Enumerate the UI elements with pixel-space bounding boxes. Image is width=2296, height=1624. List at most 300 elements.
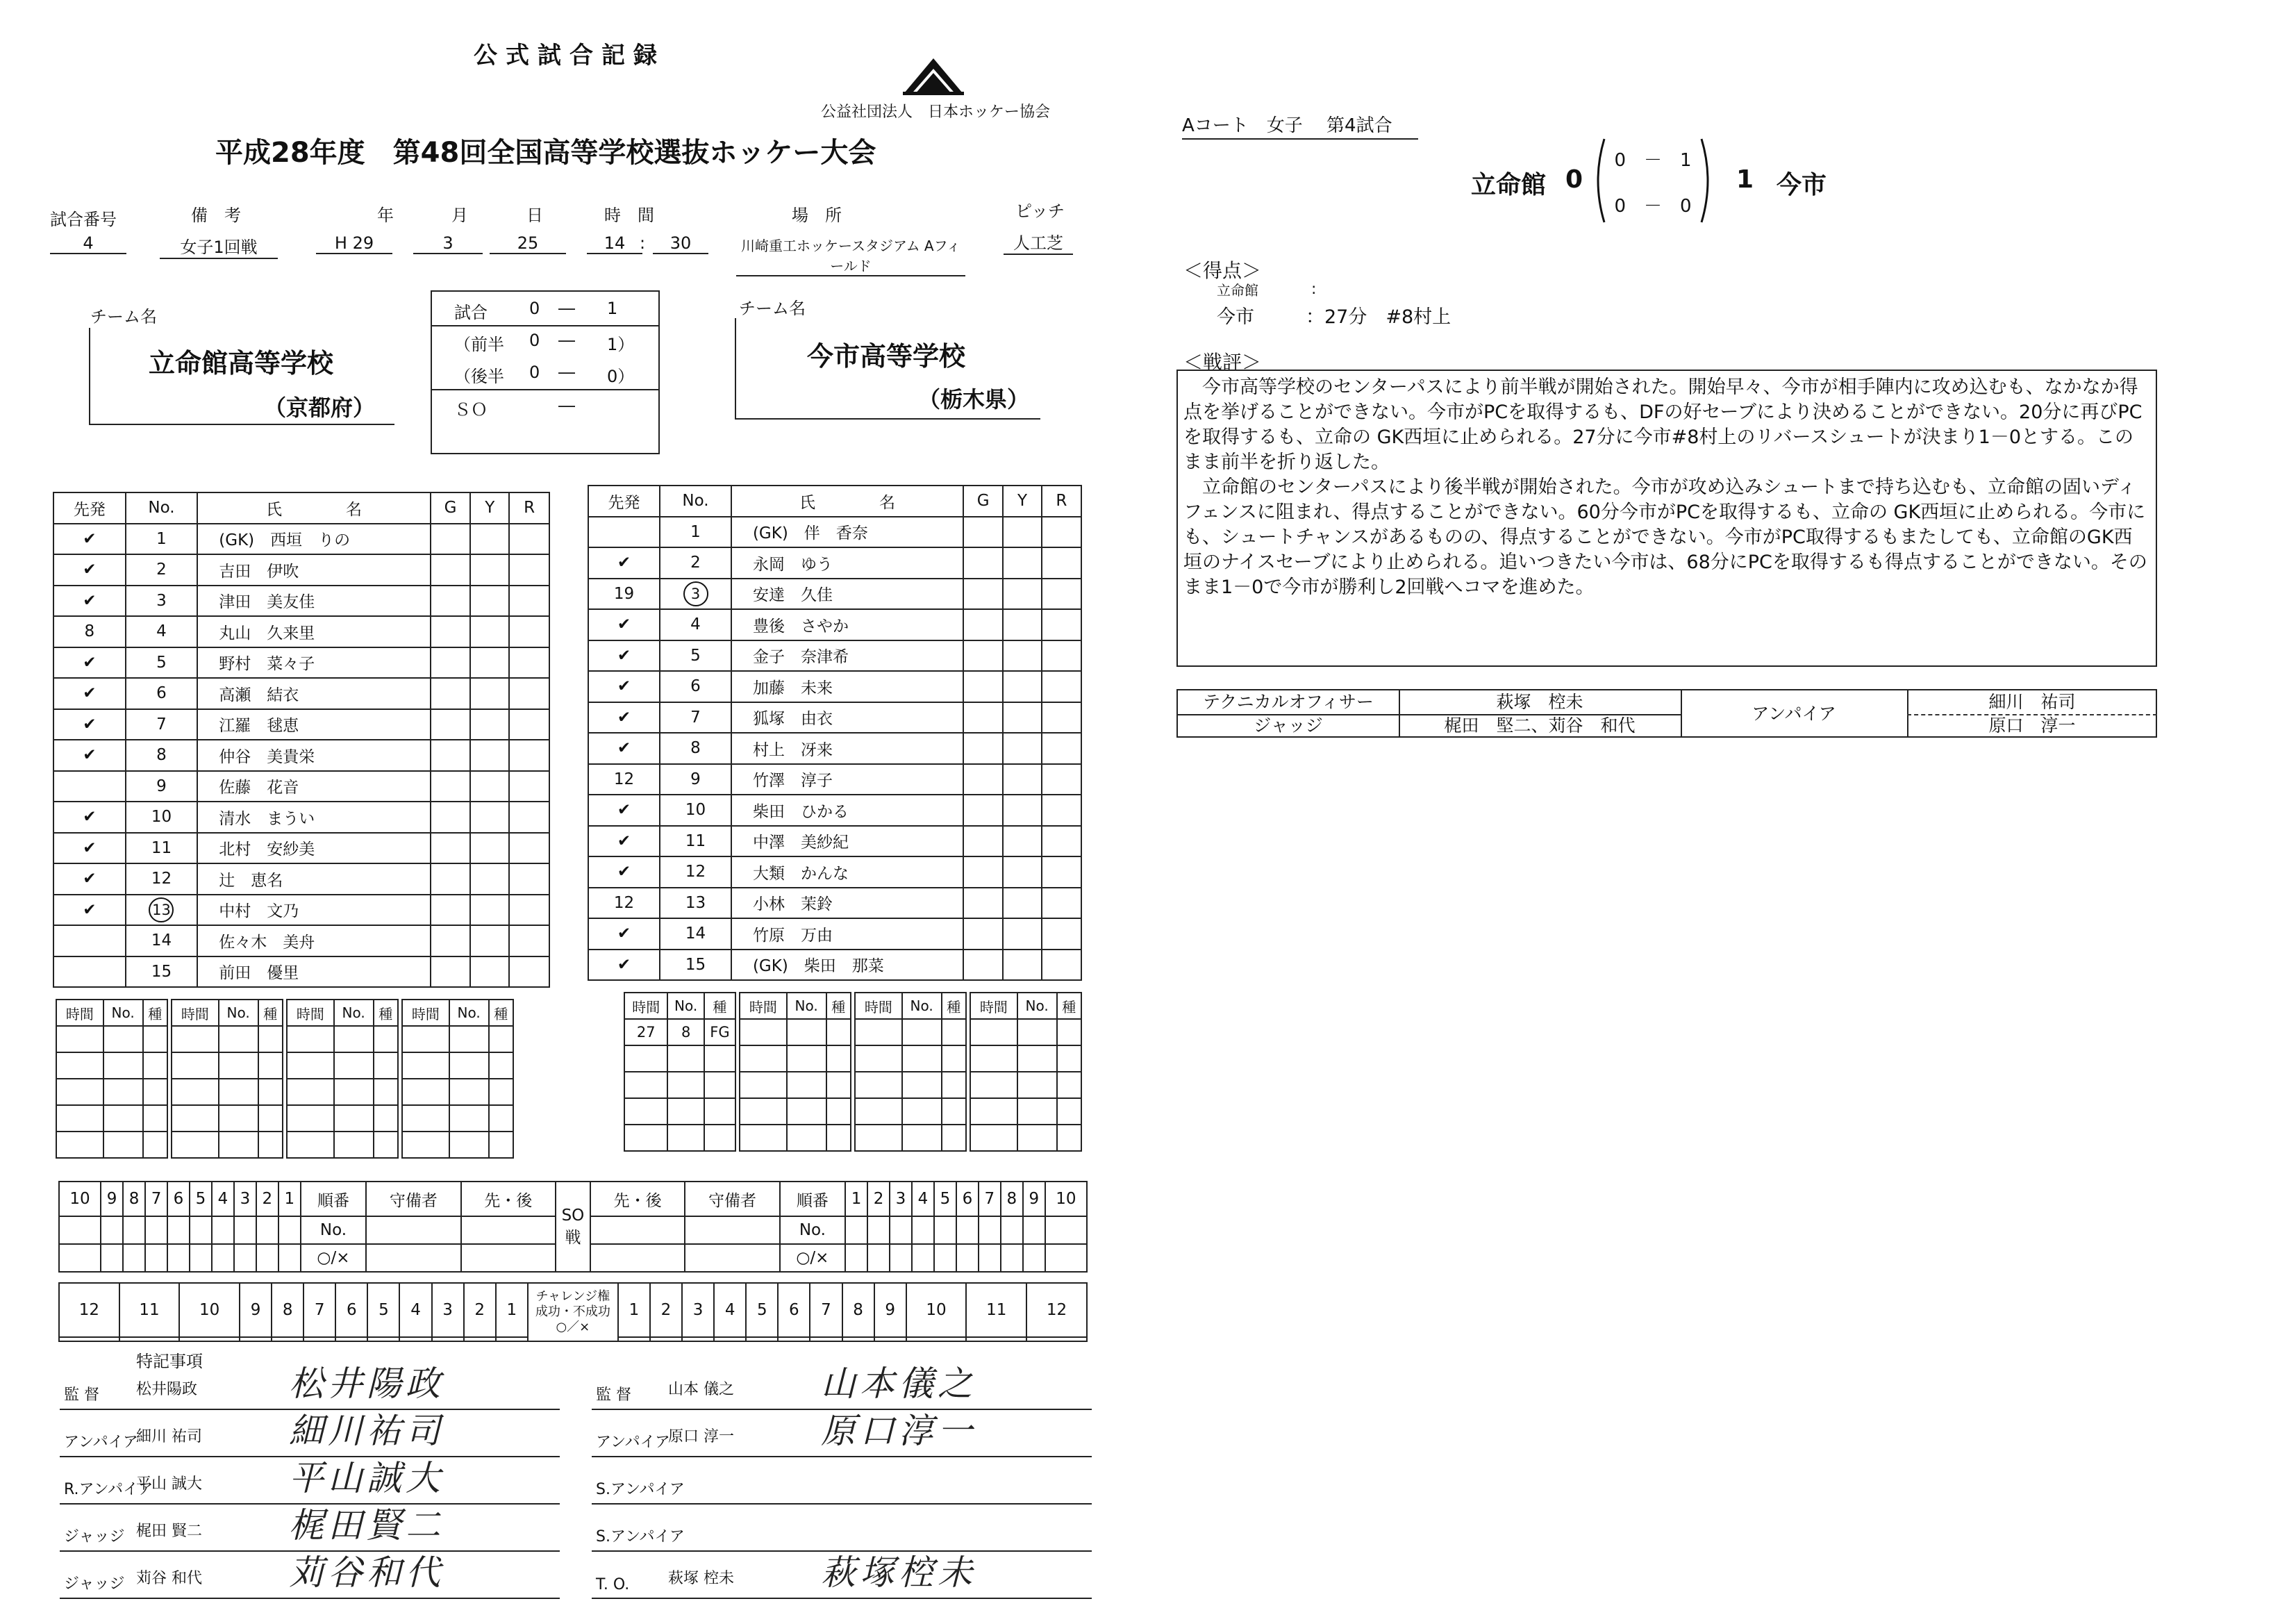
so-keeper-cell: [685, 1244, 779, 1272]
challenge-left-cell: [464, 1337, 496, 1341]
goal-no-cell: [219, 1105, 258, 1132]
goal-time-cell: [56, 1026, 103, 1052]
player-number: 14: [126, 925, 198, 956]
captain-circle: 3: [683, 581, 708, 606]
starter-mark: ✔: [588, 702, 660, 734]
red-card-cell: [509, 709, 549, 740]
goal-time-cell: [172, 1105, 219, 1132]
goal-time-cell: [287, 1132, 334, 1158]
challenge-left-cell: [119, 1337, 180, 1341]
roster-row: [53, 616, 549, 647]
player-number: 15: [660, 950, 731, 981]
player-number: [126, 895, 198, 926]
to-name: 萩塚 椌未: [1496, 692, 1583, 712]
red-card-cell: [1042, 517, 1081, 548]
official-name: 苅谷 和代: [136, 1570, 202, 1587]
player-number: 15: [126, 956, 198, 988]
roster-header-cell: G: [431, 492, 471, 524]
red-card-cell: [1042, 795, 1081, 826]
roster-header-cell: R: [1042, 486, 1081, 517]
roster-table-team-b: [588, 485, 1082, 981]
starter-mark: ✔: [53, 895, 126, 926]
goal-time-cell: [970, 1125, 1017, 1151]
player-name: 辻 恵名: [197, 863, 430, 895]
official-role: S.アンパイア: [596, 1481, 685, 1498]
challenge-right-cell: 7: [810, 1283, 842, 1337]
challenge-right-cell: 8: [842, 1283, 874, 1337]
so-left-cell: [145, 1216, 167, 1244]
green-card-cell: [963, 579, 1003, 610]
starter-mark: ✔: [588, 795, 660, 826]
starter-mark: ✔: [53, 863, 126, 895]
goal-log-block: [970, 992, 1082, 1152]
player-number: 10: [126, 802, 198, 833]
player-number: 8: [660, 733, 731, 764]
so-firstlast-cell: [590, 1216, 685, 1244]
goal-no-cell: [449, 1105, 489, 1132]
so-left-cell: 9: [101, 1182, 123, 1216]
so-right-cell: 10: [1045, 1182, 1087, 1216]
so-left-cell: 2: [256, 1182, 278, 1216]
score-dash: ―: [558, 363, 575, 382]
goal-time-cell: [56, 1052, 103, 1079]
goal-no-cell: [787, 1072, 826, 1098]
green-card-cell: [963, 609, 1003, 640]
so-right-cell: [1045, 1216, 1087, 1244]
player-number: 9: [126, 771, 198, 802]
green-card-cell: [963, 950, 1003, 981]
green-card-cell: [431, 802, 471, 833]
goal-header-cell: 時間: [970, 993, 1017, 1019]
challenge-right-cell: [682, 1337, 714, 1341]
goal-no-cell: [334, 1079, 374, 1105]
so-right-cell: [845, 1244, 867, 1272]
so-firstlast-cell: [461, 1216, 556, 1244]
roster-row: [53, 586, 549, 617]
so-right-cell: 8: [1001, 1182, 1023, 1216]
goal-log-block: [854, 992, 967, 1152]
goal-time-cell: [172, 1052, 219, 1079]
goal-type-cell: [704, 1125, 735, 1151]
goal-time-cell: [287, 1026, 334, 1052]
green-card-cell: [431, 586, 471, 617]
so-left-cell: [190, 1244, 212, 1272]
roster-row: [588, 579, 1081, 610]
goal-time-cell: [855, 1125, 902, 1151]
player-name: 仲谷 美貴栄: [197, 740, 430, 771]
goal-time-cell: [740, 1072, 787, 1098]
yellow-card-cell: [1003, 795, 1041, 826]
player-name: 加藤 未来: [731, 671, 963, 702]
yellow-card-cell: [1003, 640, 1041, 672]
so-left-cell: [101, 1244, 123, 1272]
starter-mark: [53, 956, 126, 988]
score-a-value: :: [1311, 281, 1317, 298]
player-name: 大類 かんな: [731, 856, 963, 888]
player-name: 北村 安紗美: [197, 833, 430, 864]
score-second-label: （後半: [454, 367, 504, 386]
team-b-box: [735, 318, 1040, 420]
red-card-cell: [509, 647, 549, 679]
goal-no-cell: [334, 1026, 374, 1052]
so-order-cell: 順番: [301, 1182, 366, 1216]
pitch-label: ピッチ: [1015, 201, 1065, 221]
goal-time-cell: [402, 1079, 449, 1105]
goal-time-cell: [855, 1072, 902, 1098]
player-number: 8: [126, 740, 198, 771]
goal-no-cell: [103, 1132, 143, 1158]
half1-score: 0 － 1: [1614, 150, 1692, 171]
umpire-label: アンパイア: [1752, 704, 1836, 724]
challenge-left-cell: [335, 1337, 367, 1341]
so-firstlast-cell: 先・後: [461, 1182, 556, 1216]
green-card-cell: [963, 888, 1003, 919]
goal-type-cell: [704, 1072, 735, 1098]
goal-time-cell: 27: [624, 1019, 667, 1045]
roster-row: [53, 647, 549, 679]
so-left-cell: [145, 1244, 167, 1272]
green-card-cell: [431, 925, 471, 956]
so-keeper-cell: 守備者: [685, 1182, 779, 1216]
goal-no-cell: [103, 1079, 143, 1105]
goal-no-cell: [902, 1019, 942, 1045]
official-signature: 松井陽政: [289, 1364, 444, 1404]
goal-type-cell: [489, 1132, 514, 1158]
review-text: 今市高等学校のセンターパスにより前半戦が開始された。開始早々、今市が相手陣内に攻め込むも、なかなか得点を挙げることができない。今市がPCを取得するも、DFの好セーブにより決めることができない。20分に再びPCを取得するも、立命の GK西垣に止められる。27分に今市#8村上のリバースシュートが決まり1－0とする。このまま前半を折り返した。 立命館のセンターパスにより後半戦が開始された。今市が攻め込みシュートまで持ち込むも、立命館の固いディフェンスに阻まれ、得点することができない。60分今市がPCを取得するも、立命の GK西垣に止められる。今市にも、シュートチャンスがあるものの、得点することができない。今市がPC取得するもまたしても、立命館のGK西垣のナイスセーブにより止められる。追いつきたい今市は、68分にPCを取得するも得点することができない。そのまま1－0で今市が勝利し2回戦へコマを進めた。: [1183, 376, 2147, 598]
goal-no-cell: [449, 1079, 489, 1105]
green-card-cell: [431, 524, 471, 555]
yellow-card-cell: [1003, 671, 1041, 702]
goal-time-cell: [172, 1026, 219, 1052]
roster-row: [53, 956, 549, 988]
so-left-cell: 1: [278, 1182, 301, 1216]
goal-time-cell: [970, 1072, 1017, 1098]
starter-mark: 8: [53, 616, 126, 647]
starter-mark: ✔: [53, 740, 126, 771]
captain-circle: 13: [149, 897, 174, 922]
so-left-cell: [256, 1244, 278, 1272]
hour-value: 14: [587, 233, 642, 254]
goal-no-cell: [449, 1026, 489, 1052]
official-name: 原口 淳一: [668, 1428, 734, 1445]
goal-header-cell: 種: [1057, 993, 1082, 1019]
goal-no-cell: [667, 1045, 704, 1072]
goal-no-cell: [667, 1125, 704, 1151]
green-card-cell: [431, 863, 471, 895]
official-row: [592, 1411, 1092, 1457]
so-left-cell: [123, 1216, 145, 1244]
place-label: 場 所: [792, 206, 842, 225]
starter-mark: ✔: [588, 640, 660, 672]
green-card-cell: [431, 647, 471, 679]
goal-no-cell: [103, 1026, 143, 1052]
so-right-cell: [845, 1216, 867, 1244]
player-name: 中村 文乃: [197, 895, 430, 926]
goal-type-cell: [143, 1079, 168, 1105]
starter-mark: ✔: [53, 802, 126, 833]
green-card-cell: [963, 640, 1003, 672]
challenge-left-cell: 11: [119, 1283, 180, 1337]
challenge-right-cell: [714, 1337, 746, 1341]
challenge-left-cell: 9: [240, 1283, 272, 1337]
score-box: [431, 290, 660, 454]
green-card-cell: [963, 733, 1003, 764]
goal-time-cell: [740, 1045, 787, 1072]
yellow-card-cell: [470, 771, 509, 802]
player-number: 4: [126, 616, 198, 647]
roster-header-cell: Y: [1003, 486, 1041, 517]
goal-time-cell: [172, 1132, 219, 1158]
goal-no-cell: [787, 1098, 826, 1125]
player-number: 7: [126, 709, 198, 740]
green-card-cell: [431, 956, 471, 988]
so-right-cell: 1: [845, 1182, 867, 1216]
yellow-card-cell: [470, 678, 509, 709]
summary-team-a: 立命館: [1471, 171, 1547, 199]
goal-header-cell: 時間: [287, 1000, 334, 1026]
challenge-left-cell: [399, 1337, 431, 1341]
goal-no-cell: [1017, 1072, 1057, 1098]
red-card-cell: [1042, 856, 1081, 888]
green-card-cell: [963, 918, 1003, 950]
starter-mark: 19: [588, 579, 660, 610]
challenge-left-cell: 10: [179, 1283, 240, 1337]
goal-time-cell: [970, 1019, 1017, 1045]
so-right-cell: [979, 1216, 1001, 1244]
roster-row: [53, 802, 549, 833]
goal-log-block: [286, 999, 399, 1159]
so-keeper-cell: [366, 1244, 460, 1272]
score-dash: ―: [558, 299, 575, 318]
tournament-title: 平成28年度 第48回全国高等学校選抜ホッケー大会: [215, 137, 876, 169]
match-no-label: 試合番号: [50, 210, 117, 229]
green-card-cell: [431, 678, 471, 709]
goal-no-cell: [1017, 1019, 1057, 1045]
player-name: 金子 奈津希: [731, 640, 963, 672]
so-order-cell: 順番: [780, 1182, 845, 1216]
red-card-cell: [1042, 888, 1081, 919]
time-colon: :: [639, 233, 646, 253]
goal-log-block: [739, 992, 851, 1152]
roster-row: [588, 517, 1081, 548]
score-b-value: ：27分 #8村上: [1306, 306, 1451, 328]
player-number: 7: [660, 702, 731, 734]
red-card-cell: [1042, 609, 1081, 640]
official-name: 松井陽政: [136, 1381, 198, 1398]
goal-no-cell: [449, 1052, 489, 1079]
official-signature: 梶田賢二: [289, 1505, 444, 1546]
green-card-cell: [431, 833, 471, 864]
goal-type-cell: [942, 1098, 967, 1125]
goal-type-cell: [143, 1132, 168, 1158]
so-right-cell: [934, 1244, 956, 1272]
goal-time-cell: [287, 1079, 334, 1105]
green-card-cell: [963, 764, 1003, 795]
so-left-cell: [278, 1216, 301, 1244]
score-first-label: （前半: [454, 335, 504, 354]
goal-header-cell: 時間: [56, 1000, 103, 1026]
challenge-right-cell: 2: [650, 1283, 682, 1337]
year-label: 年: [377, 206, 394, 225]
so-label: SO 戦: [556, 1182, 590, 1272]
player-name: 高瀬 結衣: [197, 678, 430, 709]
red-card-cell: [1042, 826, 1081, 857]
roster-row: [53, 771, 549, 802]
player-number: 11: [660, 826, 731, 857]
red-card-cell: [509, 771, 549, 802]
roster-row: [53, 895, 549, 926]
pitch-value: 人工芝: [1004, 229, 1073, 255]
official-name: 細川 祐司: [136, 1428, 202, 1445]
goal-log-block: [56, 999, 168, 1159]
challenge-right-cell: [966, 1337, 1026, 1341]
official-role: ジャッジ: [64, 1575, 125, 1593]
starter-mark: ✔: [588, 609, 660, 640]
roster-row: [588, 826, 1081, 857]
red-card-cell: [1042, 579, 1081, 610]
yellow-card-cell: [1003, 764, 1041, 795]
green-card-cell: [963, 856, 1003, 888]
player-name: 吉田 伊吹: [197, 554, 430, 586]
yellow-card-cell: [470, 524, 509, 555]
goal-header-cell: No.: [334, 1000, 374, 1026]
player-number: 14: [660, 918, 731, 950]
roster-row: [588, 950, 1081, 981]
roster-header-cell: 先発: [588, 486, 660, 517]
time-label: 時 間: [604, 206, 654, 225]
roster-row: [588, 856, 1081, 888]
umpire-1: 細川 祐司: [1988, 692, 2076, 712]
goal-no-cell: [667, 1072, 704, 1098]
so-left-cell: [212, 1216, 234, 1244]
goal-header-cell: 種: [826, 993, 851, 1019]
official-row: [592, 1552, 1092, 1599]
goal-no-cell: [219, 1132, 258, 1158]
team-a-name: 立命館高等学校: [149, 348, 334, 379]
roster-row: [53, 863, 549, 895]
goal-header-cell: 種: [374, 1000, 399, 1026]
challenge-right-cell: 12: [1026, 1283, 1087, 1337]
challenge-right-cell: [874, 1337, 906, 1341]
player-name: 安達 久佳: [731, 579, 963, 610]
challenge-right-cell: [842, 1337, 874, 1341]
player-name: 前田 優里: [197, 956, 430, 988]
so-right-cell: [867, 1244, 890, 1272]
so-keeper-cell: [366, 1216, 460, 1244]
so-right-cell: [890, 1216, 912, 1244]
goal-time-cell: [287, 1052, 334, 1079]
challenge-right-cell: [778, 1337, 810, 1341]
goal-type-cell: [942, 1072, 967, 1098]
yellow-card-cell: [1003, 579, 1041, 610]
player-number: [660, 579, 731, 610]
goal-type-cell: [1057, 1045, 1082, 1072]
player-name: 柴田 ひかる: [731, 795, 963, 826]
goal-time-cell: [402, 1105, 449, 1132]
goal-time-cell: [624, 1098, 667, 1125]
goal-header-cell: 種: [704, 993, 735, 1019]
roster-row: [53, 925, 549, 956]
score-so-value: ―: [558, 396, 575, 415]
goal-type-cell: [942, 1019, 967, 1045]
remarks-value: 女子1回戦: [160, 233, 278, 259]
goal-type-cell: [826, 1019, 851, 1045]
goal-time-cell: [970, 1045, 1017, 1072]
goal-type-cell: [258, 1052, 283, 1079]
so-left-cell: 5: [190, 1182, 212, 1216]
score-so-label: ＳＯ: [454, 400, 488, 420]
official-role: 監 督: [64, 1386, 99, 1404]
starter-mark: ✔: [588, 950, 660, 981]
starter-mark: ✔: [588, 733, 660, 764]
challenge-right-cell: 11: [966, 1283, 1026, 1337]
goal-no-cell: [1017, 1125, 1057, 1151]
so-left-cell: 10: [59, 1182, 101, 1216]
judge-names: 梶田 堅二、苅谷 和代: [1444, 715, 1636, 736]
yellow-card-cell: [470, 740, 509, 771]
roster-row: [588, 888, 1081, 919]
starter-mark: ✔: [53, 524, 126, 555]
green-card-cell: [963, 702, 1003, 734]
player-number: 6: [126, 678, 198, 709]
so-right-cell: [1001, 1244, 1023, 1272]
summary-total-b: 1: [1736, 165, 1754, 194]
summary-total-a: 0: [1565, 165, 1583, 194]
goal-type-cell: [489, 1052, 514, 1079]
official-name: 平山 誠大: [136, 1475, 202, 1493]
half2-score: 0 － 0: [1614, 196, 1692, 217]
so-left-cell: [234, 1216, 256, 1244]
so-left-cell: 6: [167, 1182, 190, 1216]
so-left-cell: 8: [123, 1182, 145, 1216]
goal-no-cell: 8: [667, 1019, 704, 1045]
official-signature: 細川祐司: [289, 1411, 444, 1451]
yellow-card-cell: [470, 616, 509, 647]
player-number: 3: [126, 586, 198, 617]
roster-row: [588, 609, 1081, 640]
goal-type-cell: [258, 1105, 283, 1132]
goal-time-cell: [56, 1105, 103, 1132]
green-card-cell: [431, 554, 471, 586]
goal-type-cell: [258, 1079, 283, 1105]
challenge-right-cell: 1: [618, 1283, 650, 1337]
goal-time-cell: [624, 1125, 667, 1151]
starter-mark: ✔: [588, 547, 660, 579]
team-a-box: [89, 328, 394, 425]
half-scores-bracket: [1590, 136, 1715, 225]
official-role: R.アンパイア: [64, 1481, 153, 1498]
player-number: 2: [126, 554, 198, 586]
green-card-cell: [963, 826, 1003, 857]
challenge-left-cell: 4: [399, 1283, 431, 1337]
goal-header-cell: 時間: [855, 993, 902, 1019]
so-left-cell: [278, 1244, 301, 1272]
goal-no-cell: [902, 1098, 942, 1125]
day-label: 日: [526, 206, 543, 225]
player-number: 10: [660, 795, 731, 826]
to-label: テクニカルオフィサー: [1203, 692, 1374, 712]
player-number: 13: [660, 888, 731, 919]
player-number: 11: [126, 833, 198, 864]
roster-header-cell: G: [963, 486, 1003, 517]
roster-header-cell: Y: [470, 492, 509, 524]
challenge-left-cell: [303, 1337, 335, 1341]
player-number: 4: [660, 609, 731, 640]
player-name: 村上 冴来: [731, 733, 963, 764]
so-right-cell: [1023, 1244, 1045, 1272]
goal-no-cell: [787, 1019, 826, 1045]
so-order-cell: No.: [301, 1216, 366, 1244]
